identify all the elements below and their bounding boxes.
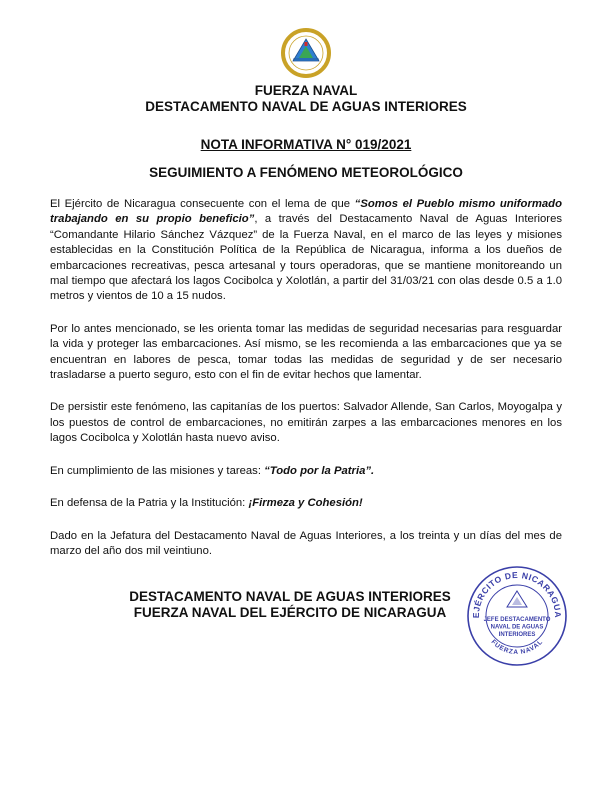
paragraph-2: Por lo antes mencionado, se les orienta tomar las medidas de seguridad necesarias para resguardar la vida y proteger las embarcaciones. Así mismo, se les recomienda a las embarcaciones que ya se encuentran en labores de pesca, tomar todas las medidas de seguridad y de ser necesario trasladarse a puerto seguro, esto con el fin de evitar hechos que lamentar. [50,322,562,382]
svg-text:EJÉRCITO DE NICARAGUA [471,570,563,618]
header-line-2: DESTACAMENTO NAVAL DE AGUAS INTERIORES [145,99,467,114]
paragraph-5 [50,496,562,511]
motto-quote: “Somos el Pueblo mismo uniformado trabajando en su propio beneficio” [50,198,562,226]
subtitle: SEGUIMIENTO A FENÓMENO METEOROLÓGICO [149,165,463,180]
paragraph-3: De persistir este fenómeno, las capitanías de los puertos: Salvador Allende, San Carlos, Moyogalpa y los puestos de control de embarcaciones, no emitirán zarpes a las embarcaciones menores en los lagos Cocibolca y Xolotlán hasta nuevo aviso. [50,401,562,445]
slogan-todo-por-la-patria: “Todo por la Patria”. [264,464,375,477]
nota-title: NOTA INFORMATIVA N° 019/2021 [200,137,412,152]
paragraph-5-text-a: En defensa de la Patria y la Institución: [50,497,249,510]
paragraph-4-text-a: En cumplimiento de las misiones y tareas: [50,464,265,477]
slogan-firmeza-cohesion: ¡Firmeza y Cohesión! [248,497,363,510]
document-body [50,197,562,576]
stamp-center-line-3: INTERIORES [498,632,536,638]
nicaragua-coat-of-arms-icon [281,28,331,78]
signature-line-2: FUERZA NAVAL DEL EJÉRCITO DE NICARAGUA [133,605,447,620]
official-stamp-icon [466,565,568,667]
paragraph-4 [50,464,562,479]
signature-line-1: DESTACAMENTO NAVAL DE AGUAS INTERIORES [129,589,451,604]
header-line-1: FUERZA NAVAL [254,83,358,98]
paragraph-1-text-c: , a través del Destacamento Naval de Aguas Interiores “Comandante Hilario Sánchez Vázquez” de la Fuerza Naval, en el marco de las leyes y misiones establecidas en la Constitución Política de la República de Nicaragua, informa a los dueños de embarcaciones recreativas, pesca artesanal y tours operadoras, que se mantiene monitoreando un mal tiempo que afectará los lagos Cocibolca y Xolotlán, a partir del 31/03/21 con olas desde 0.5 a 1.0 metros y vientos de 10 a 15 nudos. [50,213,562,303]
paragraph-1-text-a: El Ejército de Nicaragua consecuente con el lema de que [50,198,355,210]
paragraph-6: Dado en la Jefatura del Destacamento Naval de Aguas Interiores, a los treinta y un días del mes de marzo del año dos mil veintiuno. [50,529,562,557]
stamp-center-line-1: JEFE DESTACAMENTO [483,617,551,623]
stamp-ring-top: EJÉRCITO DE NICARAGUA [470,569,564,619]
paragraph-1 [50,197,562,305]
stamp-center-line-2: NAVAL DE AGUAS [490,624,544,631]
stamp-ring-bottom: FUERZA NAVAL [489,638,545,657]
